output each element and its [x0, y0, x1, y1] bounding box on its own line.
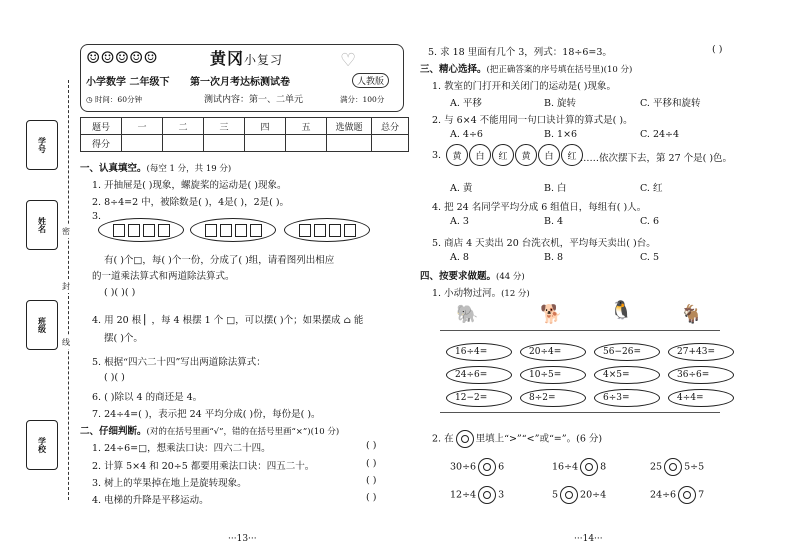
stone-equation[interactable]: 10÷5= — [520, 366, 586, 384]
judge-q1: 1. 24÷6=□，想乘法口诀：四六二十四。 — [92, 443, 271, 454]
score-row-label: 得分 — [81, 135, 122, 152]
option[interactable]: B. 4 — [544, 216, 564, 227]
bead: 黄 — [446, 144, 468, 166]
flower-icon — [456, 430, 474, 448]
penguin-icon: 🐧 — [610, 300, 633, 321]
fill-q4b: 摆( )个。 — [104, 333, 143, 344]
stone-equation[interactable]: 27+43= — [668, 343, 734, 361]
fill-q6: 6. ( )除以 4 的商还是 4。 — [92, 392, 203, 403]
option[interactable]: C. 红 — [640, 183, 663, 194]
score-header: 二 — [163, 118, 204, 135]
content-label: 测试内容：第一、二单元 — [204, 95, 304, 105]
judge-q4: 4. 电梯的升降是平移运动。 — [92, 495, 209, 506]
flower-blank[interactable] — [580, 458, 598, 476]
stone-equation[interactable]: 12−2= — [446, 389, 512, 407]
option[interactable]: A. 黄 — [450, 183, 473, 194]
judge-q2: 2. 计算 5×4 和 20÷5 都要用乘法口诀：四五二十。 — [92, 461, 315, 472]
compare-item: 5 20÷4 — [552, 486, 606, 504]
score-cell[interactable] — [163, 135, 204, 152]
option[interactable]: C. 5 — [640, 252, 660, 263]
fill-q3-blanks: ( )( )( ) — [104, 287, 136, 298]
section-1-title: 一、认真填空。(每空 1 分，共 19 分) — [80, 163, 232, 174]
fill-q3-text2: 的一道乘法算式和两道除法算式。 — [92, 271, 235, 282]
judge-q3: 3. 树上的苹果掉在地上是旋转现象。 — [92, 478, 247, 489]
fill-q3-text: 有( )个□，每( )个一份，分成了( )组，请看图列出相应 — [104, 255, 335, 266]
fill-q1: 1. 开抽屉是( )现象，螺旋桨的运动是( )现象。 — [92, 180, 287, 191]
seal-char: 封 — [62, 282, 70, 291]
score-cell[interactable] — [245, 135, 286, 152]
time-label: ◷ 时间：60分钟 — [86, 95, 142, 104]
children-illustration: ☺☺☺☺☺ — [86, 48, 158, 67]
stone-equation[interactable]: 20÷4= — [520, 343, 586, 361]
binding-sidebar — [26, 80, 60, 480]
flower-blank[interactable] — [560, 486, 578, 504]
score-header: 题号 — [81, 118, 122, 135]
seal-char: 密 — [62, 227, 70, 236]
judge-answer[interactable]: ( ) — [366, 475, 377, 486]
heart-decoration: ♡ — [340, 50, 357, 71]
option[interactable]: C. 平移和旋转 — [640, 98, 701, 109]
compare-item: 24÷6 7 — [650, 486, 704, 504]
bead: 白 — [469, 144, 491, 166]
score-header: 选做题 — [327, 118, 372, 135]
fill-q3-num: 3. — [92, 211, 102, 222]
river-bank — [440, 412, 720, 413]
bead: 红 — [561, 144, 583, 166]
flower-blank[interactable] — [478, 486, 496, 504]
stone-equation[interactable]: 16÷4= — [446, 343, 512, 361]
option[interactable]: A. 3 — [450, 216, 469, 227]
stone-equation[interactable]: 8÷2= — [520, 389, 586, 407]
stone-equation[interactable]: 6÷3= — [594, 389, 660, 407]
fill-q2: 2. 8÷4=2 中，被除数是( )，4是( )，2是( )。 — [92, 197, 290, 208]
option[interactable]: A. 4÷6 — [450, 129, 483, 140]
fill-q4: 4. 用 20 根 ▏，每 4 根摆 1 个 □，可以摆( )个；如果摆成 ⌂ 能 — [92, 315, 364, 326]
choice-q1: 1. 教室的门打开和关闭门的运动是( )现象。 — [432, 81, 617, 92]
student-id-label: 学号 — [26, 120, 58, 170]
bead-sequence — [446, 144, 584, 166]
problem-1: 1. 小动物过河。(12 分) — [432, 288, 530, 299]
flower-blank[interactable] — [664, 458, 682, 476]
judge-answer[interactable]: ( ) — [366, 492, 377, 503]
fill-q5: 5. 根据“四六二十四”写出两道除法算式： — [92, 357, 266, 368]
compare-item: 16÷4 8 — [552, 458, 606, 476]
clock-icon: ◷ — [86, 95, 93, 104]
judge-answer[interactable]: ( ) — [366, 458, 377, 469]
choice-q2: 2. 与 6×4 不能用同一句口诀计算的算式是( )。 — [432, 115, 633, 126]
exam-title: 第一次月考达标测试卷 — [190, 77, 290, 88]
option[interactable]: B. 白 — [544, 183, 567, 194]
group-oval-1 — [98, 218, 184, 242]
choice-q5: 5. 商店 4 天卖出 20 台洗衣机，平均每天卖出( )台。 — [432, 238, 656, 249]
score-header: 一 — [122, 118, 163, 135]
stone-equation[interactable]: 4÷4= — [668, 389, 734, 407]
class-label: 班级 — [26, 300, 58, 350]
flower-blank[interactable] — [678, 486, 696, 504]
fill-q7: 7. 24÷4=( )，表示把 24 平均分成( )份，每份是( )。 — [92, 409, 321, 420]
score-header: 三 — [204, 118, 245, 135]
stone-equation[interactable]: 4×5= — [594, 366, 660, 384]
fill-q5b: ( )( ) — [104, 372, 125, 383]
score-table — [80, 117, 409, 152]
option[interactable]: B. 8 — [544, 252, 564, 263]
group-oval-3 — [284, 218, 370, 242]
compare-item: 25 5÷5 — [650, 458, 704, 476]
school-label: 学校 — [26, 420, 58, 470]
option[interactable]: C. 24÷4 — [640, 129, 680, 140]
section-2-title: 二、仔细判断。(对的在括号里画“√”，错的在括号里画“×”)(10 分) — [80, 426, 340, 437]
brand-logo: 黄冈小复习 — [210, 49, 284, 68]
bead: 白 — [538, 144, 560, 166]
elephant-icon: 🐘 — [456, 304, 479, 325]
page-number-right: ···14··· — [574, 534, 603, 544]
option[interactable]: A. 平移 — [450, 98, 482, 109]
full-score-label: 满分：100分 — [340, 95, 385, 104]
page-number-left: ···13··· — [228, 534, 257, 544]
score-cell[interactable] — [327, 135, 372, 152]
dog-icon: 🐕 — [540, 304, 563, 325]
score-cell[interactable] — [204, 135, 245, 152]
score-cell[interactable] — [372, 135, 409, 152]
name-label: 姓名 — [26, 200, 58, 250]
edition-badge: 人教版 — [352, 73, 389, 88]
compare-item: 30÷6 6 — [450, 458, 504, 476]
score-header: 总分 — [372, 118, 409, 135]
stone-equation[interactable]: 56−26= — [594, 343, 660, 361]
bead: 黄 — [515, 144, 537, 166]
section-3-title: 三、精心选择。(把正确答案的序号填在括号里)(10 分) — [420, 64, 633, 75]
problem-2: 2. 在 里填上“>”“<”或“=”。(6 分) — [432, 430, 602, 448]
choice-q4: 4. 把 24 名同学平均分成 6 组值日，每组有( )人。 — [432, 202, 647, 213]
river-bank — [440, 330, 720, 331]
section-4-title: 四、按要求做题。(44 分) — [420, 271, 525, 282]
subject-label: 小学数学 二年级下 — [86, 77, 170, 88]
choice-q3-num: 3. — [432, 150, 442, 161]
judge-answer[interactable]: ( ) — [712, 44, 723, 55]
goat-icon: 🐐 — [680, 304, 703, 325]
group-oval-2 — [190, 218, 276, 242]
option[interactable]: B. 旋转 — [544, 98, 577, 109]
compare-item: 12÷4 3 — [450, 486, 504, 504]
option[interactable]: C. 6 — [640, 216, 660, 227]
option[interactable]: B. 1×6 — [544, 129, 578, 140]
stone-equation[interactable]: 24÷6= — [446, 366, 512, 384]
bead: 红 — [492, 144, 514, 166]
option[interactable]: A. 8 — [450, 252, 469, 263]
score-cell[interactable] — [286, 135, 327, 152]
score-header: 四 — [245, 118, 286, 135]
seal-char: 线 — [62, 338, 70, 347]
score-header: 五 — [286, 118, 327, 135]
stone-equation[interactable]: 36÷6= — [668, 366, 734, 384]
judge-answer[interactable]: ( ) — [366, 440, 377, 451]
flower-blank[interactable] — [478, 458, 496, 476]
choice-q3-text: ……依次摆下去，第 27 个是( )色。 — [580, 153, 733, 164]
score-cell[interactable] — [122, 135, 163, 152]
judge-q5: 5. 求 18 里面有几个 3，列式：18÷6=3。 — [428, 47, 612, 58]
